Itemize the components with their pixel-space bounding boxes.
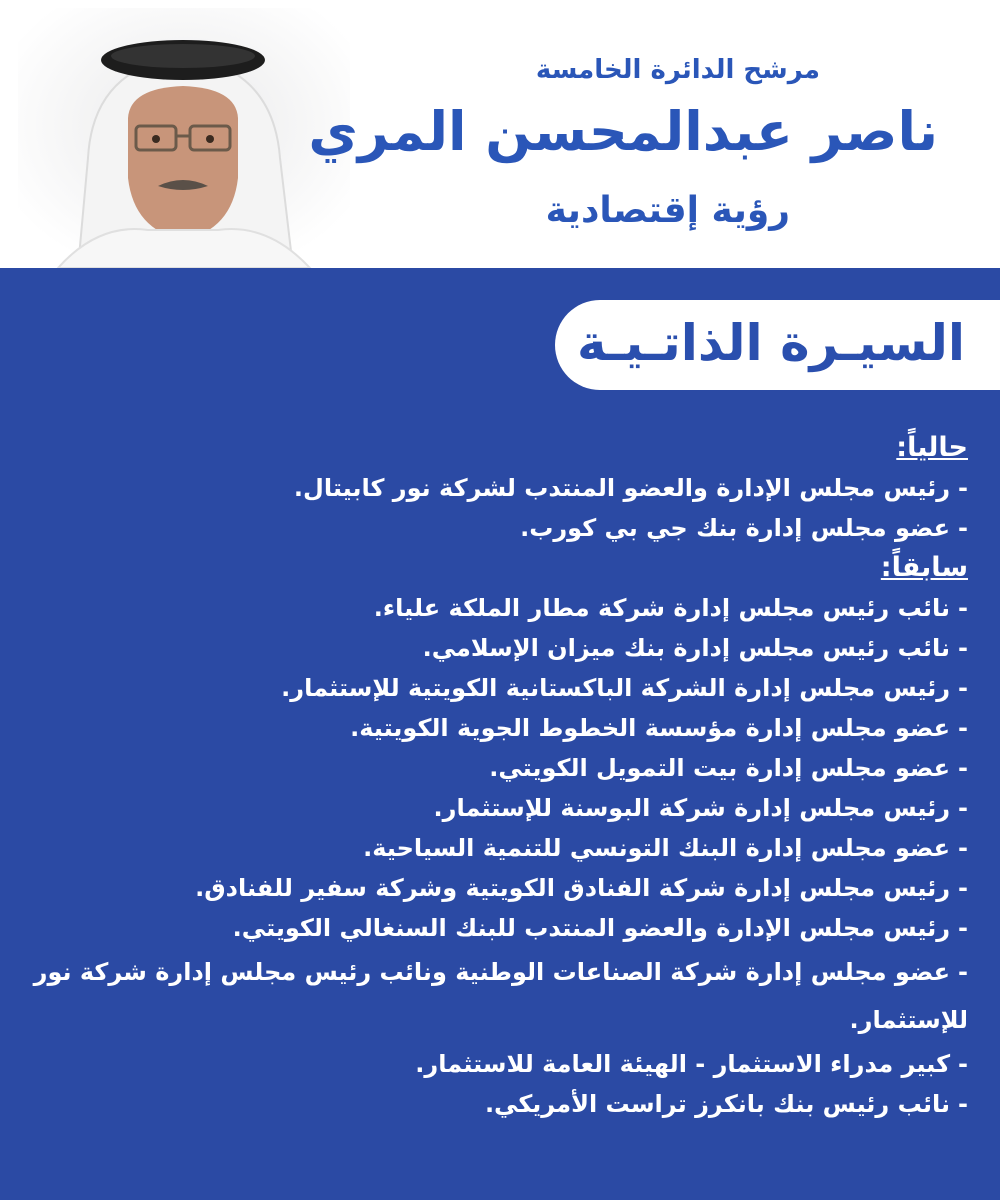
- list-item: -عضو مجلس إدارة مؤسسة الخطوط الجوية الكويتية.: [350, 714, 968, 742]
- list-item: -عضو مجلس إدارة شركة الصناعات الوطنية ونائب رئيس مجلس إدارة شركة نور للإستثمار.: [33, 958, 968, 1034]
- list-item: -نائب رئيس مجلس إدارة شركة مطار الملكة علياء.: [373, 594, 968, 622]
- list-item: -عضو مجلس إدارة البنك التونسي للتنمية السياحية.: [363, 834, 968, 862]
- list-item: -كبير مدراء الاستثمار - الهيئة العامة للاستثمار.: [415, 1050, 968, 1078]
- list-item: -رئيس مجلس إدارة الشركة الباكستانية الكويتية للإستثمار.: [281, 674, 968, 702]
- list-item: -نائب رئيس مجلس إدارة بنك ميزان الإسلامي.: [422, 634, 968, 662]
- list-item: -رئيس مجلس الإدارة والعضو المنتدب لشركة نور كابيتال.: [293, 474, 968, 502]
- previous-heading: سابقاً:: [880, 552, 968, 583]
- vision-title: رؤية إقتصادية: [545, 190, 790, 231]
- list-item: -رئيس مجلس إدارة شركة الفنادق الكويتية وشركة سفير للفنادق.: [195, 874, 968, 902]
- list-item: -رئيس مجلس الإدارة والعضو المنتدب للبنك السنغالي الكويتي.: [232, 914, 968, 942]
- header: [0, 0, 1000, 268]
- section-title-tab: [555, 300, 1000, 390]
- cv-content: [18, 428, 968, 1124]
- candidate-photo: [18, 8, 350, 268]
- candidate-subtitle: مرشح الدائرة الخامسة: [535, 55, 820, 85]
- list-item: -رئيس مجلس إدارة شركة البوسنة للإستثمار.: [433, 794, 968, 822]
- list-item: -عضو مجلس إدارة بنك جي بي كورب.: [520, 514, 968, 542]
- list-item: -نائب رئيس بنك بانكرز تراست الأمريكي.: [484, 1090, 968, 1118]
- list-item: -عضو مجلس إدارة بيت التمويل الكويتي.: [489, 754, 968, 782]
- current-heading: حالياً:: [896, 432, 968, 463]
- section-title: السيـرة الذاتـيـة: [577, 314, 965, 372]
- candidate-name: ناصر عبدالمحسن المري: [308, 100, 938, 163]
